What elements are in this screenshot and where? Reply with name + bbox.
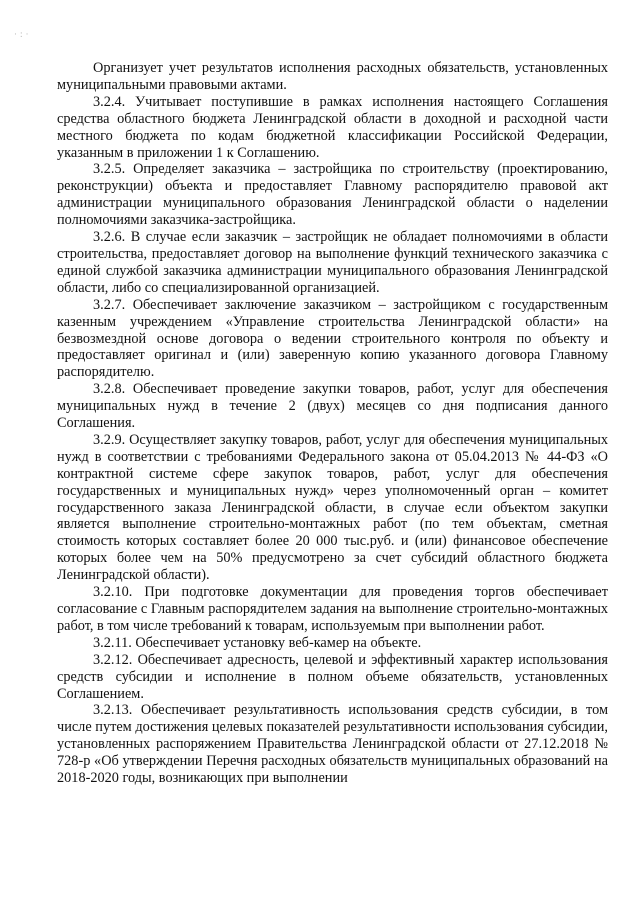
document-body [57, 60, 608, 787]
paragraph-3-2-10: 3.2.10. При подготовке документации для проведения торгов обеспечивает согласование с Главным распорядителем задания на выполнение строительно-монтажных работ, в том числе требований к товарам, используемым при выполнении работ. [57, 584, 608, 634]
paragraph-3-2-6: 3.2.6. В случае если заказчик – застройщик не обладает полномочиями в области строительства, предоставляет договор на выполнение функций технического заказчика с единой службой заказчика администрации муниципального образования Ленинградской области, либо со специализированной организацией. [57, 229, 608, 296]
paragraph-3-2-7: 3.2.7. Обеспечивает заключение заказчиком – застройщиком с государственным казенным учреждением «Управление строительства Ленинградской области» на безвозмездной основе договора о ведении строительного контроля по объекту и предоставляет оригинал и (или) заверенную копию указанного договора Главному распорядителю. [57, 296, 608, 381]
paragraph-3-2-13: 3.2.13. Обеспечивает результативность использования средств субсидии, в том числе путем достижения целевых показателей результативности использования субсидии, установленных распоряжением Правительства Ленинградской области от 27.12.2018 № 728-р «Об утверждении Перечня расходных обязательств муниципальных образований на 2018-2020 годы, возникающих при выполнении [57, 702, 608, 787]
paragraph-3-2-11: 3.2.11. Обеспечивает установку веб-камер на объекте. [93, 634, 422, 651]
paragraph-3-2-5: 3.2.5. Определяет заказчика – застройщика по строительству (проектированию, реконструкции) объекта и предоставляет Главному распорядителю правовой акт администрации муниципального образования Ленинградской области о наделении полномочиями заказчика-застройщика. [57, 161, 608, 229]
paragraph-3-2-4: 3.2.4. Учитывает поступившие в рамках исполнения настоящего Соглашения средства областного бюджета Ленинградской области в доходной и расходной части местного бюджета по кодам бюджетной классификации Российской Федерации, указанным в приложении 1 к Соглашению. [57, 93, 608, 161]
scan-artifact: · : · [14, 30, 29, 40]
paragraph-3-2-8: 3.2.8. Обеспечивает проведение закупки товаров, работ, услуг для обеспечения муниципальных нужд в течение 2 (двух) месяцев со дня подписания данного Соглашения. [57, 381, 608, 432]
paragraph-3-2-9: 3.2.9. Осуществляет закупку товаров, работ, услуг для обеспечения муниципальных нужд в соответствии с требованиями Федерального закона от 05.04.2013 № 44-ФЗ «О контрактной системе сфере закупок товаров, работ, услуг для обеспечения государственных и муниципальных нужд» через уполномоченный орган – комитет государственного заказа Ленинградской области, в случае если объектом закупки является выполнение строительно-монтажных работ (по тем объектам, сметная стоимость которых составляет более 20 000 тыс.руб. и (или) финансовое обеспечение которых более чем на 50% предусмотрено за счет субсидий областного бюджета Ленинградской области). [57, 431, 608, 584]
paragraph-3-2-12: 3.2.12. Обеспечивает адресность, целевой и эффективный характер использования средств субсидии и исполнение в полном объеме обязательств, установленных Соглашением. [57, 651, 608, 702]
paragraph-organizes-accounting: Организует учет результатов исполнения расходных обязательств, установленных муниципальными правовыми актами. [57, 60, 608, 93]
